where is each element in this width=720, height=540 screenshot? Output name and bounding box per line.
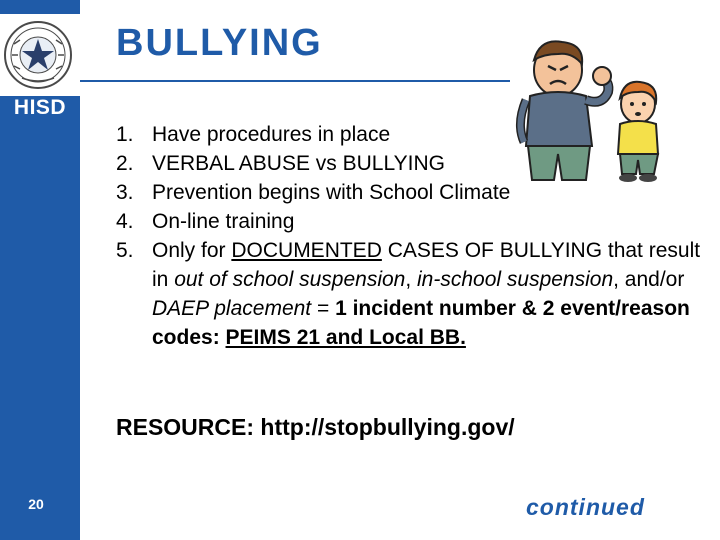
list-item-text: , and/or — [613, 268, 685, 291]
list-item-text: Prevention begins with School Climate — [152, 181, 511, 204]
list-item — [116, 207, 706, 236]
bullet-list — [116, 120, 706, 352]
list-number: 3. — [116, 181, 134, 204]
list-item-text: VERBAL ABUSE vs BULLYING — [152, 152, 445, 175]
documented-text: DOCUMENTED — [231, 239, 382, 262]
peims-text: PEIMS 21 and Local BB. — [225, 326, 466, 349]
title-divider — [80, 80, 510, 82]
org-name: HISD — [13, 96, 67, 119]
slide-title: BULLYING — [116, 22, 323, 64]
list-item — [116, 120, 706, 149]
list-number: 1. — [116, 123, 134, 146]
list-item-text: On-line training — [152, 210, 295, 233]
list-item-text: , — [405, 268, 418, 291]
resource-line: RESOURCE: http://stopbullying.gov/ — [116, 414, 515, 440]
continued-label: continued — [526, 494, 645, 520]
list-item-text: CASES OF BULLYING that result in — [152, 239, 701, 291]
hisd-seal-icon — [2, 14, 78, 96]
list-item — [116, 178, 706, 207]
daep-text: DAEP placement — [152, 297, 312, 320]
list-item — [116, 236, 706, 352]
seal-container — [0, 14, 80, 96]
list-item — [116, 149, 706, 178]
in-school-suspension-text: in-school suspension — [417, 268, 614, 291]
sidebar — [0, 0, 80, 540]
incident-text: 1 incident number & 2 event/reason codes: — [152, 297, 690, 349]
list-number: 5. — [116, 239, 134, 262]
page-number: 20 — [28, 496, 44, 512]
list-number: 4. — [116, 210, 134, 233]
list-item-text: Only for — [152, 239, 232, 262]
list-number: 2. — [116, 152, 134, 175]
list-item-text: Have procedures in place — [152, 123, 391, 146]
suspension-text: out of school suspension — [174, 268, 406, 291]
list-item-text: = — [311, 297, 336, 320]
